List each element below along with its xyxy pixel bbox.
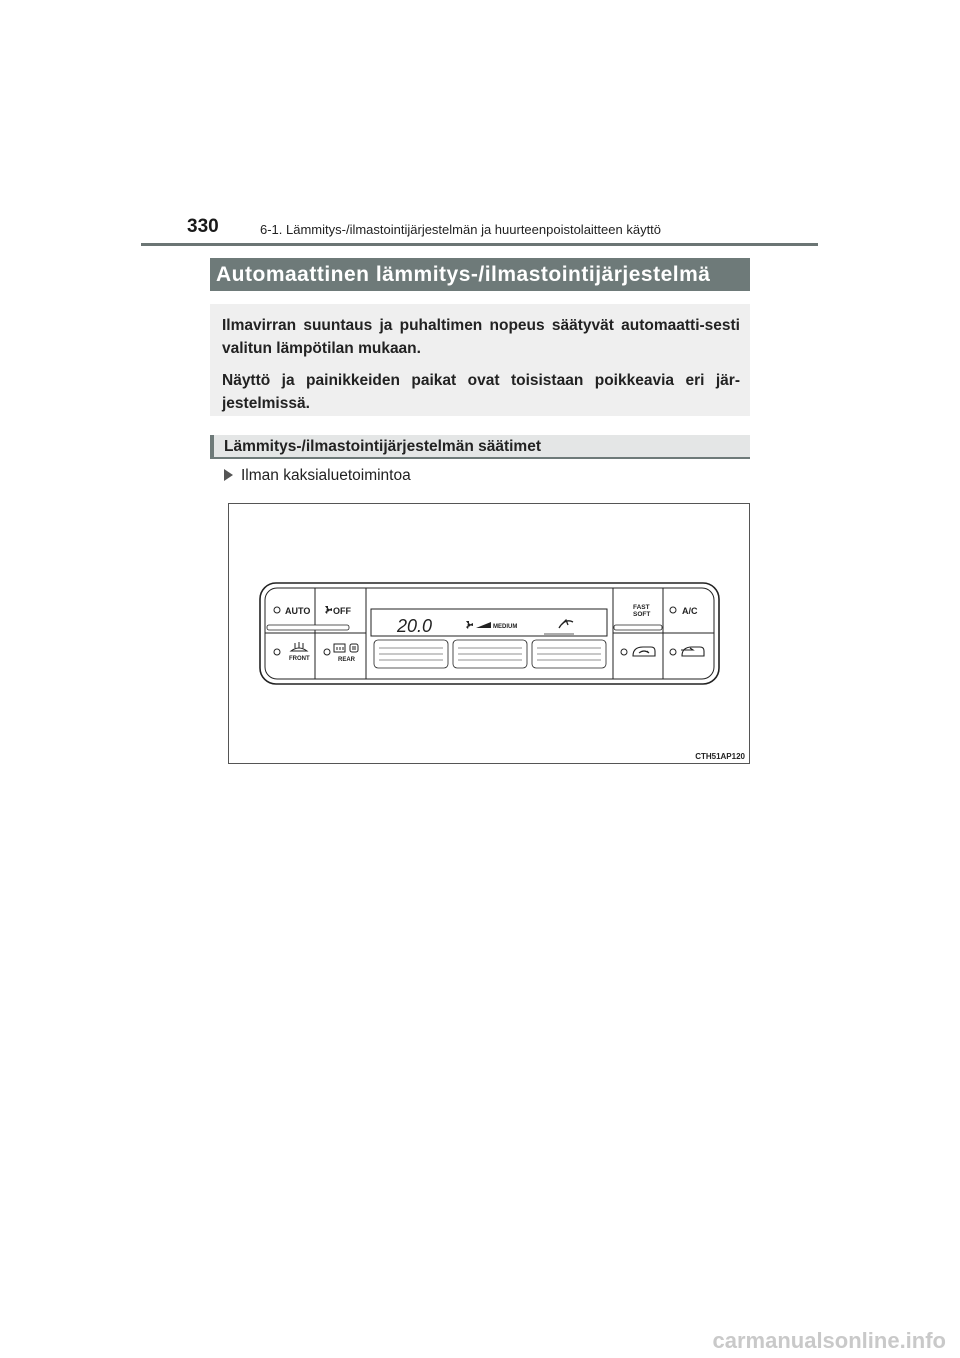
intro-paragraph-2: Näyttö ja painikkeiden paikat ovat toisistaan poikkeavia eri jär-jestelmissä. — [222, 372, 740, 412]
bullet-text: Ilman kaksialuetoimintoa — [241, 467, 411, 484]
fast-label: FAST — [633, 604, 650, 611]
off-button-label: OFF — [333, 606, 351, 616]
rear-button-label: REAR — [338, 657, 356, 663]
auto-button-label: AUTO — [285, 606, 311, 616]
page-number: 330 — [187, 216, 219, 237]
temperature-readout: 20.0 — [397, 616, 433, 636]
soft-label: SOFT — [633, 611, 651, 618]
bullet-item — [224, 467, 411, 485]
watermark: carmanualsonline.info — [712, 1328, 946, 1353]
fan-mode-readout: MEDIUM — [493, 624, 518, 630]
sub-heading: Lämmitys-/ilmastointijärjestelmän säätimet — [210, 435, 750, 459]
header-divider — [141, 243, 818, 246]
climate-control-panel-illustration — [229, 504, 749, 763]
front-button-label: FRONT — [289, 656, 310, 662]
intro-box — [210, 304, 750, 416]
main-heading: Automaattinen lämmitys-/ilmastointijärjestelmä — [210, 258, 750, 291]
ac-button-label: A/C — [682, 606, 698, 616]
triangle-bullet-icon — [224, 469, 233, 481]
running-header: 6-1. Lämmitys-/ilmastointijärjestelmän ja huurteenpoistolaitteen käyttö — [260, 222, 662, 237]
control-panel-figure — [228, 503, 750, 764]
intro-paragraph-1: Ilmavirran suuntaus ja puhaltimen nopeus säätyvät automaatti-sesti valitun lämpötilan mukaan. — [222, 317, 740, 357]
figure-code: CTH51AP120 — [695, 752, 745, 761]
